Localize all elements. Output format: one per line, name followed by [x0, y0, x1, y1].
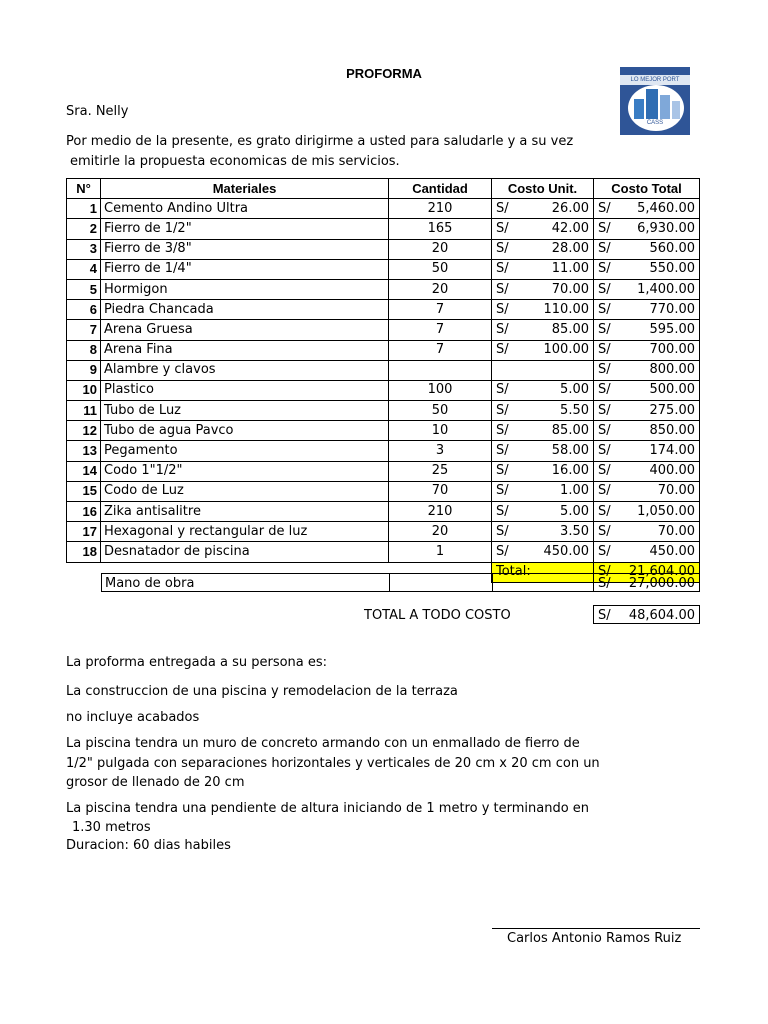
header-materials: Materiales [101, 179, 389, 199]
unit-cost: 450.00 [512, 542, 594, 562]
row-number: 8 [67, 340, 101, 360]
material-name: Fierro de 3/8" [101, 239, 389, 259]
quantity: 210 [389, 502, 492, 522]
paragraph-2: La construccion de una piscina y remodelacion de la terraza [66, 684, 458, 699]
quantity: 20 [389, 279, 492, 299]
quantity: 210 [389, 199, 492, 219]
quantity: 50 [389, 259, 492, 279]
total-cost: 70.00 [614, 481, 700, 501]
total-label: Total: [492, 562, 594, 582]
quantity: 7 [389, 320, 492, 340]
material-name: Fierro de 1/4" [101, 259, 389, 279]
currency-symbol: S/ [594, 421, 614, 441]
currency-symbol: S/ [492, 259, 512, 279]
total-cost: 400.00 [614, 461, 700, 481]
table-row [67, 300, 700, 320]
unit-cost: 100.00 [512, 340, 594, 360]
total-cost: 5,460.00 [614, 199, 700, 219]
currency-symbol [492, 360, 512, 380]
table-row [67, 239, 700, 259]
total-cost: 500.00 [614, 380, 700, 400]
total-cost: 560.00 [614, 239, 700, 259]
currency-symbol: S/ [492, 320, 512, 340]
material-name: Piedra Chancada [101, 300, 389, 320]
currency-symbol: S/ [594, 441, 614, 461]
table-row [67, 522, 700, 542]
row-number: 1 [67, 199, 101, 219]
signature-name: Carlos Antonio Ramos Ruiz [507, 931, 682, 946]
currency-symbol: S/ [594, 481, 614, 501]
unit-cost [512, 360, 594, 380]
labor-total-cell [593, 573, 700, 592]
grand-total-cell [593, 605, 700, 624]
currency-symbol: S/ [492, 401, 512, 421]
header-unit-cost: Costo Unit. [492, 179, 594, 199]
table-row [67, 320, 700, 340]
currency-symbol: S/ [594, 380, 614, 400]
unit-cost: 110.00 [512, 300, 594, 320]
paragraph-4-line-1: La piscina tendra un muro de concreto armando con un enmallado de fierro de [66, 736, 580, 751]
quantity: 3 [389, 441, 492, 461]
total-value: 21,604.00 [614, 562, 700, 582]
paragraph-5-line-2: 1.30 metros [72, 820, 151, 835]
row-number: 16 [67, 502, 101, 522]
material-name: Fierro de 1/2" [101, 219, 389, 239]
row-number: 15 [67, 481, 101, 501]
currency-symbol: S/ [598, 608, 611, 623]
row-number: 17 [67, 522, 101, 542]
row-number: 2 [67, 219, 101, 239]
currency-symbol: S/ [594, 199, 614, 219]
quantity [389, 360, 492, 380]
row-number: 5 [67, 279, 101, 299]
currency-symbol: S/ [492, 522, 512, 542]
row-number: 3 [67, 239, 101, 259]
table-row [67, 542, 700, 562]
material-name: Alambre y clavos [101, 360, 389, 380]
material-name: Pegamento [101, 441, 389, 461]
material-name: Desnatador de piscina [101, 542, 389, 562]
total-cost: 700.00 [614, 340, 700, 360]
currency-symbol: S/ [492, 421, 512, 441]
currency-symbol: S/ [492, 461, 512, 481]
grand-total-value: 48,604.00 [628, 608, 695, 623]
material-name: Arena Fina [101, 340, 389, 360]
material-name: Hormigon [101, 279, 389, 299]
row-number: 14 [67, 461, 101, 481]
document-title: PROFORMA [346, 66, 422, 81]
row-number: 13 [67, 441, 101, 461]
currency-symbol: S/ [594, 401, 614, 421]
header-quantity: Cantidad [389, 179, 492, 199]
table-row [67, 259, 700, 279]
unit-cost: 58.00 [512, 441, 594, 461]
quantity: 7 [389, 340, 492, 360]
unit-cost: 85.00 [512, 320, 594, 340]
currency-symbol: S/ [594, 279, 614, 299]
quantity: 20 [389, 522, 492, 542]
currency-symbol: S/ [594, 219, 614, 239]
total-cost: 850.00 [614, 421, 700, 441]
material-name: Cemento Andino Ultra [101, 199, 389, 219]
labor-quantity-cell [389, 573, 493, 592]
currency-symbol: S/ [594, 340, 614, 360]
unit-cost: 28.00 [512, 239, 594, 259]
table-row [67, 481, 700, 501]
intro-line-1: Por medio de la presente, es grato dirigirme a usted para saludarle y a su vez [66, 134, 574, 149]
currency-symbol: S/ [594, 461, 614, 481]
paragraph-3: no incluye acabados [66, 710, 200, 725]
material-name: Codo 1"1/2" [101, 461, 389, 481]
total-cost: 174.00 [614, 441, 700, 461]
greeting: Sra. Nelly [66, 104, 129, 119]
table-row [67, 441, 700, 461]
unit-cost: 5.00 [512, 380, 594, 400]
material-name: Plastico [101, 380, 389, 400]
row-number: 18 [67, 542, 101, 562]
company-logo [620, 67, 690, 135]
quantity: 100 [389, 380, 492, 400]
paragraph-6: Duracion: 60 dias habiles [66, 838, 231, 853]
total-cost: 770.00 [614, 300, 700, 320]
material-name: Zika antisalitre [101, 502, 389, 522]
material-name: Arena Gruesa [101, 320, 389, 340]
row-number: 10 [67, 380, 101, 400]
grand-total-label: TOTAL A TODO COSTO [364, 608, 511, 623]
currency-symbol: S/ [492, 199, 512, 219]
quantity: 50 [389, 401, 492, 421]
quantity: 20 [389, 239, 492, 259]
total-cost: 450.00 [614, 542, 700, 562]
currency-symbol: S/ [492, 279, 512, 299]
total-cost: 1,050.00 [614, 502, 700, 522]
table-row [67, 502, 700, 522]
labor-label: Mano de obra [101, 573, 390, 592]
currency-symbol: S/ [594, 522, 614, 542]
unit-cost: 11.00 [512, 259, 594, 279]
table-row [67, 401, 700, 421]
signature-line [492, 928, 700, 929]
quantity: 25 [389, 461, 492, 481]
table-row [67, 219, 700, 239]
material-name: Hexagonal y rectangular de luz [101, 522, 389, 542]
row-number: 6 [67, 300, 101, 320]
table-row [67, 421, 700, 441]
currency-symbol: S/ [598, 576, 611, 591]
table-row [67, 380, 700, 400]
unit-cost: 3.50 [512, 522, 594, 542]
intro-line-2: emitirle la propuesta economicas de mis servicios. [70, 154, 400, 169]
total-cost: 800.00 [614, 360, 700, 380]
total-cost: 595.00 [614, 320, 700, 340]
currency-symbol: S/ [594, 300, 614, 320]
paragraph-5-line-1: La piscina tendra una pendiente de altura iniciando de 1 metro y terminando en [66, 801, 590, 816]
currency-symbol: S/ [594, 320, 614, 340]
currency-symbol: S/ [492, 219, 512, 239]
row-number: 11 [67, 401, 101, 421]
labor-unit-cell [492, 573, 594, 592]
unit-cost: 42.00 [512, 219, 594, 239]
unit-cost: 1.00 [512, 481, 594, 501]
paragraph-4-line-2: 1/2" pulgada con separaciones horizontales y verticales de 20 cm x 20 cm con un [66, 756, 600, 771]
logo-top-text: LO MEJOR PORT [630, 77, 680, 83]
unit-cost: 70.00 [512, 279, 594, 299]
logo-bottom-text: CASS [646, 120, 664, 126]
table-row [67, 199, 700, 219]
table-header-row [67, 179, 700, 199]
total-cost: 6,930.00 [614, 219, 700, 239]
quantity: 7 [389, 300, 492, 320]
quantity: 70 [389, 481, 492, 501]
unit-cost: 85.00 [512, 421, 594, 441]
labor-value: 27,000.00 [628, 576, 695, 591]
currency-symbol: S/ [492, 481, 512, 501]
currency-symbol: S/ [492, 380, 512, 400]
table-row [67, 340, 700, 360]
material-name: Tubo de agua Pavco [101, 421, 389, 441]
material-name: Codo de Luz [101, 481, 389, 501]
total-cost: 550.00 [614, 259, 700, 279]
unit-cost: 26.00 [512, 199, 594, 219]
total-cost: 275.00 [614, 401, 700, 421]
table-row [67, 461, 700, 481]
unit-cost: 5.50 [512, 401, 594, 421]
currency-symbol: S/ [594, 562, 614, 582]
currency-symbol: S/ [492, 542, 512, 562]
table-row [67, 360, 700, 380]
currency-symbol: S/ [594, 502, 614, 522]
total-cost: 1,400.00 [614, 279, 700, 299]
currency-symbol: S/ [594, 239, 614, 259]
unit-cost: 5.00 [512, 502, 594, 522]
paragraph-1: La proforma entregada a su persona es: [66, 655, 328, 670]
row-number: 12 [67, 421, 101, 441]
row-number: 9 [67, 360, 101, 380]
materials-table [66, 178, 700, 583]
table-row [67, 279, 700, 299]
paragraph-4-line-3: grosor de llenado de 20 cm [66, 775, 245, 790]
currency-symbol: S/ [594, 360, 614, 380]
quantity: 165 [389, 219, 492, 239]
material-name: Tubo de Luz [101, 401, 389, 421]
header-total-cost: Costo Total [594, 179, 700, 199]
row-number: 7 [67, 320, 101, 340]
currency-symbol: S/ [492, 441, 512, 461]
currency-symbol: S/ [492, 300, 512, 320]
currency-symbol: S/ [492, 239, 512, 259]
quantity: 1 [389, 542, 492, 562]
currency-symbol: S/ [594, 259, 614, 279]
unit-cost: 16.00 [512, 461, 594, 481]
header-number: N° [67, 179, 101, 199]
currency-symbol: S/ [492, 502, 512, 522]
quantity: 10 [389, 421, 492, 441]
row-number: 4 [67, 259, 101, 279]
currency-symbol: S/ [492, 340, 512, 360]
currency-symbol: S/ [594, 542, 614, 562]
total-cost: 70.00 [614, 522, 700, 542]
